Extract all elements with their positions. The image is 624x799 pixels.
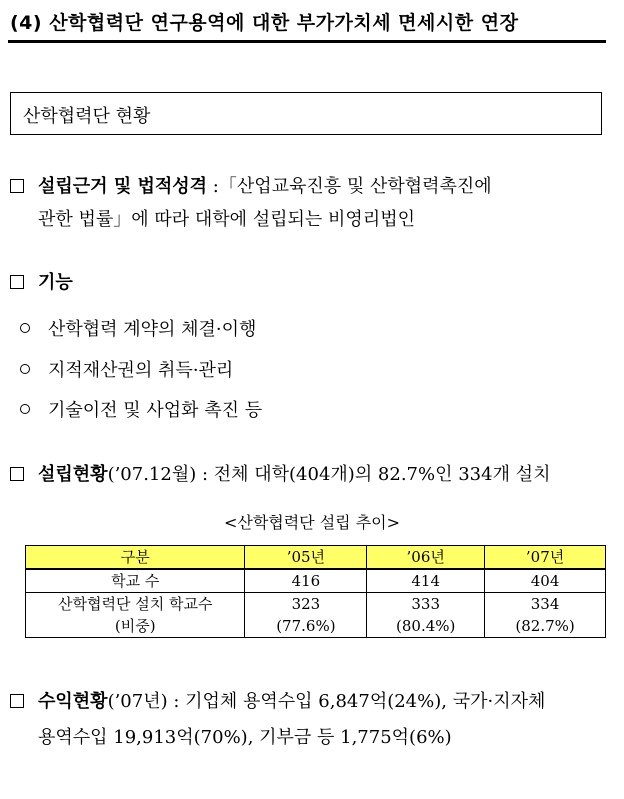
table-row [26, 569, 606, 593]
section-box-title: 산학협력단 현황 [23, 106, 151, 127]
establishment-label: 설립현황 [38, 464, 108, 485]
basis-line-2 [38, 208, 415, 232]
table-cell: 산학협력단 설치 학교수 [26, 593, 245, 616]
table-cell: 323 [245, 593, 367, 616]
table-cell: (82.7%) [485, 615, 606, 638]
table-cell: 학교 수 [26, 569, 245, 593]
revenue-text-2: 용역수입 19,913억(70%), 기부금 등 1,775억(6%) [38, 727, 452, 748]
table-cell: (80.4%) [367, 615, 485, 638]
circle-bullet-icon [20, 404, 30, 414]
square-bullet-icon [10, 467, 24, 481]
basis-text-2: 관한 법률」에 따라 대학에 설립되는 비영리법인 [38, 209, 415, 230]
function-label: 기능 [38, 272, 73, 293]
table-header-row [26, 546, 606, 570]
basis-line-1 [10, 175, 492, 199]
basis-text-1: :「산업교육진흥 및 산학협력촉진에 [207, 176, 492, 197]
basis-label: 설립근거 및 법적성격 [38, 176, 208, 197]
section-box [10, 92, 602, 135]
function-item-1 [20, 318, 256, 342]
table-header-cell: 구분 [26, 546, 245, 570]
establishment-text: (’07.12월) : 전체 대학(404개)의 82.7%인 334개 설치 [107, 464, 551, 485]
table-cell: 414 [367, 569, 485, 593]
table-header-cell: ’07년 [485, 546, 606, 570]
title-bar [8, 6, 606, 43]
revenue-text-1: (’07년) : 기업체 용역수입 6,847억(24%), 국가·지자체 [107, 691, 546, 712]
establishment-line [10, 463, 550, 487]
table-cell: (비중) [26, 615, 245, 638]
revenue-line-2 [38, 726, 452, 750]
table-cell: 416 [245, 569, 367, 593]
table-row [26, 593, 606, 616]
square-bullet-icon [10, 179, 24, 193]
table-header-cell: ’06년 [367, 546, 485, 570]
table-cell: 333 [367, 593, 485, 616]
function-item-text: 지적재산권의 취득·관리 [48, 360, 234, 381]
table-cell: 404 [485, 569, 606, 593]
table-row [26, 615, 606, 638]
table-cell: (77.6%) [245, 615, 367, 638]
function-item-text: 기술이전 및 사업화 촉진 등 [48, 400, 263, 421]
table-header-cell: ’05년 [245, 546, 367, 570]
function-item-2 [20, 359, 233, 383]
revenue-line-1 [10, 690, 545, 714]
revenue-label: 수익현황 [38, 691, 108, 712]
function-item-text: 산학협력 계약의 체결·이행 [48, 319, 257, 340]
establishment-table [25, 545, 606, 638]
function-heading [10, 271, 73, 295]
page-title: (4) 산학협력단 연구용역에 대한 부가가치세 면세시한 연장 [10, 12, 519, 34]
square-bullet-icon [10, 275, 24, 289]
circle-bullet-icon [20, 364, 30, 374]
square-bullet-icon [10, 694, 24, 708]
circle-bullet-icon [20, 323, 30, 333]
function-item-3 [20, 399, 262, 423]
table-caption: <산학협력단 설립 추이> [223, 513, 401, 532]
table-cell: 334 [485, 593, 606, 616]
